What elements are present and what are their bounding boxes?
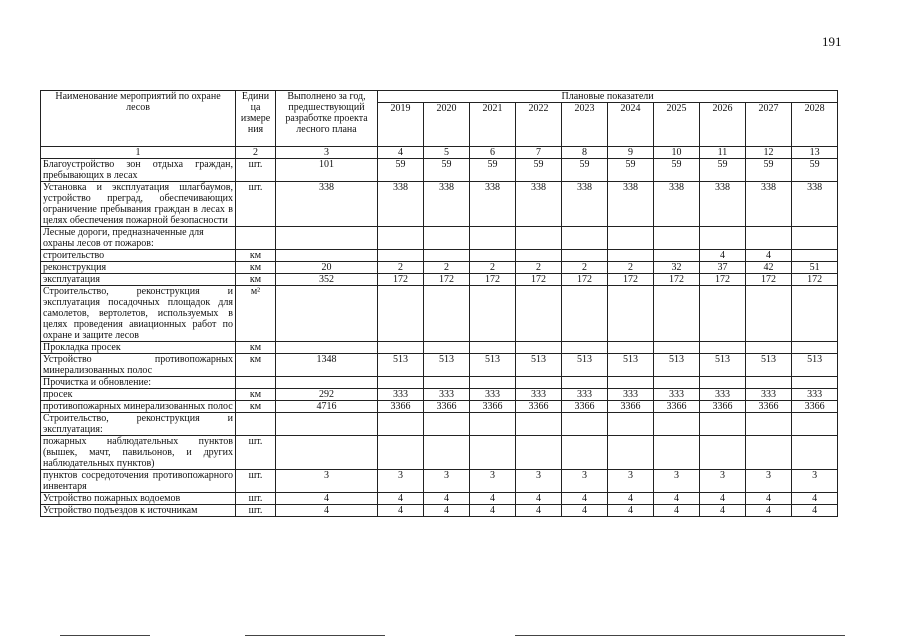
row-name: реконструкция xyxy=(41,262,236,274)
row-plan-value xyxy=(424,342,470,354)
row-plan-value: 59 xyxy=(562,159,608,182)
row-plan-value: 333 xyxy=(562,389,608,401)
row-plan-value: 3 xyxy=(654,470,700,493)
row-done-value: 4 xyxy=(276,505,378,517)
row-plan-value: 172 xyxy=(654,274,700,286)
row-plan-value xyxy=(562,377,608,389)
column-number: 11 xyxy=(700,147,746,159)
row-done-value xyxy=(276,250,378,262)
row-plan-value xyxy=(700,227,746,250)
row-plan-value: 172 xyxy=(792,274,838,286)
table-row xyxy=(41,389,838,401)
row-plan-value: 59 xyxy=(700,159,746,182)
row-plan-value xyxy=(700,413,746,436)
header-plan: Плановые показатели xyxy=(378,91,838,103)
row-plan-value: 513 xyxy=(792,354,838,377)
row-done-value: 4716 xyxy=(276,401,378,413)
row-plan-value xyxy=(746,436,792,470)
footer-line xyxy=(60,635,150,636)
row-plan-value: 333 xyxy=(378,389,424,401)
row-plan-value: 59 xyxy=(654,159,700,182)
row-name: Строительство, реконструкция и эксплуатация: xyxy=(41,413,236,436)
row-plan-value: 4 xyxy=(516,493,562,505)
row-plan-value: 172 xyxy=(470,274,516,286)
header-column-numbers-row xyxy=(41,147,838,159)
row-plan-value: 4 xyxy=(424,493,470,505)
row-plan-value: 3366 xyxy=(746,401,792,413)
forest-protection-table xyxy=(40,90,838,517)
row-plan-value: 4 xyxy=(654,493,700,505)
row-plan-value: 2 xyxy=(516,262,562,274)
row-plan-value xyxy=(654,250,700,262)
row-unit: км xyxy=(236,354,276,377)
row-unit xyxy=(236,377,276,389)
row-plan-value xyxy=(608,227,654,250)
row-plan-value: 42 xyxy=(746,262,792,274)
table-row xyxy=(41,274,838,286)
row-plan-value: 4 xyxy=(378,493,424,505)
header-name: Наименование мероприятий по охране лесов xyxy=(41,91,236,147)
row-plan-value: 59 xyxy=(424,159,470,182)
table-row xyxy=(41,286,838,342)
row-plan-value xyxy=(654,377,700,389)
row-unit: км xyxy=(236,401,276,413)
column-number: 12 xyxy=(746,147,792,159)
row-plan-value: 4 xyxy=(516,505,562,517)
row-name: Устройство противопожарных минерализованных полос xyxy=(41,354,236,377)
row-plan-value: 333 xyxy=(424,389,470,401)
row-plan-value: 3 xyxy=(608,470,654,493)
row-done-value: 338 xyxy=(276,182,378,227)
row-plan-value: 338 xyxy=(746,182,792,227)
row-plan-value: 3366 xyxy=(608,401,654,413)
row-unit: шт. xyxy=(236,159,276,182)
row-done-value xyxy=(276,377,378,389)
header-year: 2025 xyxy=(654,103,700,147)
row-plan-value: 2 xyxy=(378,262,424,274)
row-plan-value: 3366 xyxy=(654,401,700,413)
row-done-value: 3 xyxy=(276,470,378,493)
row-plan-value: 59 xyxy=(470,159,516,182)
row-done-value xyxy=(276,227,378,250)
row-plan-value: 513 xyxy=(608,354,654,377)
row-plan-value: 513 xyxy=(470,354,516,377)
column-number: 10 xyxy=(654,147,700,159)
row-plan-value: 3 xyxy=(470,470,516,493)
row-name: Устройство пожарных водоемов xyxy=(41,493,236,505)
header-unit: Едини ца измере ния xyxy=(236,91,276,147)
row-plan-value: 37 xyxy=(700,262,746,274)
row-plan-value xyxy=(516,377,562,389)
row-plan-value xyxy=(792,227,838,250)
header-year: 2022 xyxy=(516,103,562,147)
row-plan-value: 172 xyxy=(562,274,608,286)
row-plan-value xyxy=(516,250,562,262)
row-plan-value xyxy=(424,413,470,436)
table-row xyxy=(41,493,838,505)
row-plan-value xyxy=(792,342,838,354)
row-plan-value xyxy=(746,342,792,354)
row-plan-value xyxy=(470,286,516,342)
row-plan-value xyxy=(700,286,746,342)
row-plan-value: 4 xyxy=(562,505,608,517)
row-plan-value xyxy=(562,413,608,436)
row-plan-value xyxy=(470,227,516,250)
table-row xyxy=(41,470,838,493)
row-unit: км xyxy=(236,389,276,401)
row-plan-value xyxy=(424,436,470,470)
row-plan-value xyxy=(470,342,516,354)
row-plan-value xyxy=(608,342,654,354)
header-row-top xyxy=(41,91,838,103)
column-number: 4 xyxy=(378,147,424,159)
row-plan-value: 3366 xyxy=(700,401,746,413)
table-row xyxy=(41,250,838,262)
row-plan-value: 2 xyxy=(562,262,608,274)
row-plan-value: 3 xyxy=(700,470,746,493)
header-year: 2024 xyxy=(608,103,654,147)
row-plan-value xyxy=(654,286,700,342)
row-plan-value xyxy=(746,413,792,436)
row-plan-value xyxy=(516,286,562,342)
row-plan-value: 3366 xyxy=(378,401,424,413)
row-plan-value: 513 xyxy=(424,354,470,377)
row-plan-value: 3366 xyxy=(792,401,838,413)
row-plan-value xyxy=(654,342,700,354)
row-plan-value: 333 xyxy=(700,389,746,401)
row-plan-value: 172 xyxy=(700,274,746,286)
row-plan-value: 3 xyxy=(424,470,470,493)
row-plan-value: 3366 xyxy=(470,401,516,413)
row-name: Лесные дороги, предназначенные для охраны лесов от пожаров: xyxy=(41,227,236,250)
row-name: Устройство подъездов к источникам xyxy=(41,505,236,517)
row-plan-value: 333 xyxy=(516,389,562,401)
row-plan-value xyxy=(746,286,792,342)
column-number: 6 xyxy=(470,147,516,159)
row-plan-value: 4 xyxy=(378,505,424,517)
row-plan-value: 333 xyxy=(654,389,700,401)
header-year: 2026 xyxy=(700,103,746,147)
row-plan-value: 3 xyxy=(516,470,562,493)
row-plan-value xyxy=(562,342,608,354)
row-plan-value: 2 xyxy=(470,262,516,274)
row-plan-value: 172 xyxy=(746,274,792,286)
row-plan-value: 4 xyxy=(424,505,470,517)
row-done-value: 1348 xyxy=(276,354,378,377)
row-plan-value: 513 xyxy=(378,354,424,377)
row-plan-value: 338 xyxy=(792,182,838,227)
row-done-value xyxy=(276,436,378,470)
row-unit: шт. xyxy=(236,436,276,470)
row-plan-value: 4 xyxy=(608,505,654,517)
column-number: 9 xyxy=(608,147,654,159)
row-plan-value: 338 xyxy=(424,182,470,227)
row-plan-value: 338 xyxy=(562,182,608,227)
header-year: 2020 xyxy=(424,103,470,147)
row-plan-value: 4 xyxy=(792,493,838,505)
row-plan-value: 2 xyxy=(424,262,470,274)
row-plan-value: 333 xyxy=(746,389,792,401)
row-plan-value xyxy=(378,250,424,262)
row-plan-value xyxy=(424,377,470,389)
column-number: 7 xyxy=(516,147,562,159)
row-plan-value xyxy=(746,227,792,250)
row-plan-value: 3366 xyxy=(424,401,470,413)
row-unit xyxy=(236,227,276,250)
row-plan-value xyxy=(516,413,562,436)
row-unit: км xyxy=(236,274,276,286)
row-plan-value xyxy=(562,286,608,342)
header-done: Выполнено за год, предшествующий разработке проекта лесного плана xyxy=(276,91,378,147)
row-name: Строительство, реконструкция и эксплуатация посадочных площадок для самолетов, вертолетов, используемых в целях проведения авиационных работ по охране и защите лесов xyxy=(41,286,236,342)
row-plan-value xyxy=(470,413,516,436)
table-row xyxy=(41,505,838,517)
row-plan-value: 59 xyxy=(746,159,792,182)
row-done-value: 20 xyxy=(276,262,378,274)
row-plan-value: 3 xyxy=(562,470,608,493)
row-plan-value: 4 xyxy=(746,505,792,517)
row-plan-value: 51 xyxy=(792,262,838,274)
row-plan-value: 4 xyxy=(792,505,838,517)
table-row xyxy=(41,413,838,436)
row-done-value: 101 xyxy=(276,159,378,182)
row-name: Прокладка просек xyxy=(41,342,236,354)
row-plan-value xyxy=(654,436,700,470)
row-plan-value: 513 xyxy=(562,354,608,377)
row-plan-value xyxy=(608,250,654,262)
row-plan-value xyxy=(700,377,746,389)
row-name: противопожарных минерализованных полос xyxy=(41,401,236,413)
page-number: 191 xyxy=(822,34,842,49)
row-name: Прочистка и обновление: xyxy=(41,377,236,389)
row-plan-value: 172 xyxy=(378,274,424,286)
row-plan-value xyxy=(562,250,608,262)
header-year: 2021 xyxy=(470,103,516,147)
row-plan-value xyxy=(424,227,470,250)
row-done-value: 292 xyxy=(276,389,378,401)
row-plan-value: 513 xyxy=(746,354,792,377)
row-plan-value xyxy=(654,413,700,436)
row-plan-value: 333 xyxy=(792,389,838,401)
row-plan-value xyxy=(378,413,424,436)
row-plan-value: 4 xyxy=(700,250,746,262)
header-year: 2019 xyxy=(378,103,424,147)
column-number: 1 xyxy=(41,147,236,159)
row-unit: шт. xyxy=(236,182,276,227)
row-plan-value: 513 xyxy=(516,354,562,377)
row-plan-value: 172 xyxy=(424,274,470,286)
row-plan-value xyxy=(516,436,562,470)
column-number: 8 xyxy=(562,147,608,159)
row-plan-value xyxy=(792,377,838,389)
row-plan-value: 4 xyxy=(470,505,516,517)
row-plan-value: 59 xyxy=(792,159,838,182)
row-plan-value: 338 xyxy=(654,182,700,227)
row-plan-value: 3366 xyxy=(562,401,608,413)
row-plan-value: 59 xyxy=(516,159,562,182)
table-row xyxy=(41,227,838,250)
row-plan-value: 338 xyxy=(700,182,746,227)
row-plan-value xyxy=(792,436,838,470)
row-plan-value: 4 xyxy=(562,493,608,505)
header-year: 2027 xyxy=(746,103,792,147)
row-plan-value: 32 xyxy=(654,262,700,274)
row-name: эксплуатация xyxy=(41,274,236,286)
table-row xyxy=(41,342,838,354)
row-name: строительство xyxy=(41,250,236,262)
row-plan-value: 59 xyxy=(608,159,654,182)
row-plan-value: 4 xyxy=(470,493,516,505)
column-number: 13 xyxy=(792,147,838,159)
row-plan-value xyxy=(654,227,700,250)
row-plan-value: 3 xyxy=(378,470,424,493)
row-name: пожарных наблюдательных пунктов (вышек, мачт, павильонов, и других наблюдательных пунктов) xyxy=(41,436,236,470)
table-row xyxy=(41,401,838,413)
row-plan-value xyxy=(378,377,424,389)
row-plan-value: 3 xyxy=(746,470,792,493)
column-number: 3 xyxy=(276,147,378,159)
row-plan-value: 172 xyxy=(516,274,562,286)
table-row xyxy=(41,262,838,274)
row-unit: шт. xyxy=(236,493,276,505)
row-name: Благоустройство зон отдыха граждан, пребывающих в лесах xyxy=(41,159,236,182)
row-plan-value: 513 xyxy=(700,354,746,377)
row-name: просек xyxy=(41,389,236,401)
row-plan-value xyxy=(378,342,424,354)
row-plan-value: 2 xyxy=(608,262,654,274)
row-plan-value xyxy=(470,436,516,470)
row-plan-value xyxy=(516,342,562,354)
row-plan-value: 4 xyxy=(654,505,700,517)
row-plan-value: 513 xyxy=(654,354,700,377)
row-plan-value xyxy=(700,436,746,470)
column-number: 2 xyxy=(236,147,276,159)
row-plan-value: 172 xyxy=(608,274,654,286)
row-plan-value xyxy=(608,377,654,389)
row-plan-value xyxy=(424,250,470,262)
row-done-value xyxy=(276,286,378,342)
row-plan-value xyxy=(516,227,562,250)
row-plan-value: 4 xyxy=(700,493,746,505)
row-unit: км xyxy=(236,262,276,274)
table-body xyxy=(41,159,838,517)
row-plan-value xyxy=(792,286,838,342)
row-plan-value xyxy=(470,377,516,389)
row-plan-value xyxy=(700,342,746,354)
row-unit: м² xyxy=(236,286,276,342)
row-name: пунктов сосредоточения противопожарного инвентаря xyxy=(41,470,236,493)
row-name: Установка и эксплуатация шлагбаумов, устройство преград, обеспечивающих ограничение пребывания граждан в лесах в целях обеспечения пожарной безопасности xyxy=(41,182,236,227)
row-plan-value: 4 xyxy=(700,505,746,517)
row-plan-value: 4 xyxy=(608,493,654,505)
row-plan-value: 333 xyxy=(608,389,654,401)
row-plan-value: 3 xyxy=(792,470,838,493)
table-row xyxy=(41,436,838,470)
row-plan-value: 338 xyxy=(470,182,516,227)
row-done-value: 352 xyxy=(276,274,378,286)
header-year: 2023 xyxy=(562,103,608,147)
row-plan-value xyxy=(608,413,654,436)
row-done-value xyxy=(276,413,378,436)
row-unit: км xyxy=(236,342,276,354)
row-plan-value xyxy=(608,436,654,470)
row-plan-value xyxy=(792,413,838,436)
row-unit: шт. xyxy=(236,505,276,517)
row-plan-value: 338 xyxy=(608,182,654,227)
row-plan-value: 4 xyxy=(746,250,792,262)
row-plan-value xyxy=(562,436,608,470)
row-unit: км xyxy=(236,250,276,262)
row-plan-value: 59 xyxy=(378,159,424,182)
footer-line xyxy=(245,635,385,636)
row-plan-value xyxy=(608,286,654,342)
row-plan-value xyxy=(378,227,424,250)
row-plan-value: 338 xyxy=(516,182,562,227)
row-unit: шт. xyxy=(236,470,276,493)
row-plan-value xyxy=(424,286,470,342)
row-plan-value: 338 xyxy=(378,182,424,227)
row-unit xyxy=(236,413,276,436)
row-done-value xyxy=(276,342,378,354)
table-row xyxy=(41,182,838,227)
row-plan-value: 333 xyxy=(470,389,516,401)
row-plan-value xyxy=(792,250,838,262)
row-plan-value xyxy=(470,250,516,262)
header-year: 2028 xyxy=(792,103,838,147)
table-row xyxy=(41,377,838,389)
row-plan-value xyxy=(378,436,424,470)
footer-line xyxy=(515,635,845,636)
table-row xyxy=(41,159,838,182)
row-plan-value xyxy=(378,286,424,342)
row-done-value: 4 xyxy=(276,493,378,505)
table-row xyxy=(41,354,838,377)
row-plan-value xyxy=(746,377,792,389)
row-plan-value: 3366 xyxy=(516,401,562,413)
row-plan-value xyxy=(562,227,608,250)
column-number: 5 xyxy=(424,147,470,159)
row-plan-value: 4 xyxy=(746,493,792,505)
